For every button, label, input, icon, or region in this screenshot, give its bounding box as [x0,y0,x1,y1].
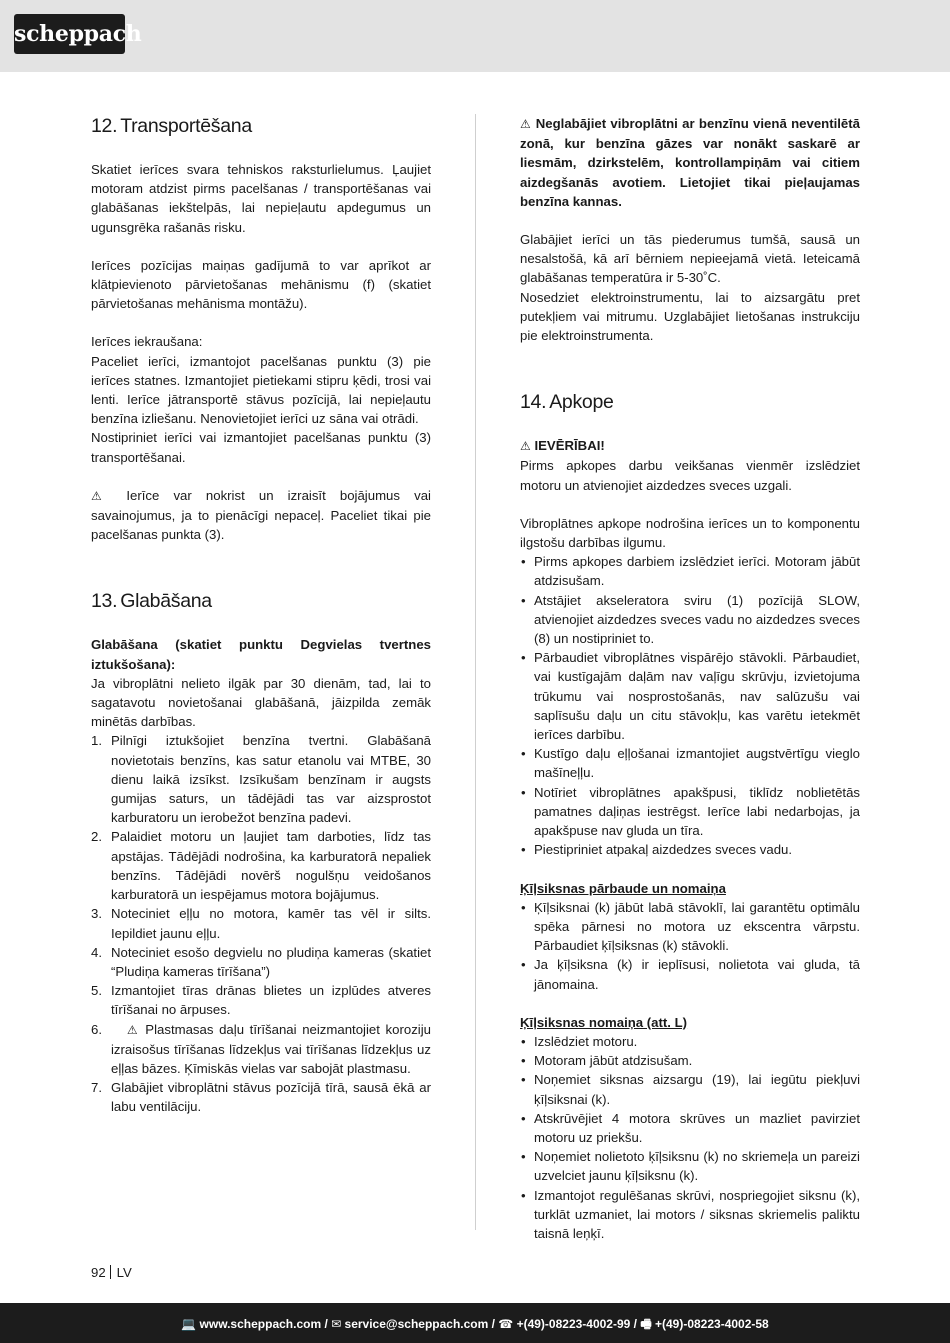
s12-loading-text-2: Nostipriniet ierīci vai izmantojiet pacelšanas punktu (3) transportēšanai. [91,430,431,465]
s13-storage-para-1: Glabājiet ierīci un tās piederumus tumšā, sausā un nesalstošā, kā arī bērniem nepieejamā vietā. Ieteicamā glabāšanas temperatūra ir 5-30˚C. [520,232,860,286]
page-number: 92 LV [91,1265,132,1280]
s13-intro: Ja vibroplātni nelieto ilgāk par 30 dienām, tad, lai to sagatavotu novietošanai glabāšanā, jāizpilda zemāk minētās darbības. [91,675,431,730]
list-item: • Izslēdziet motoru. [520,1032,860,1051]
list-item: • Atskrūvējiet 4 motora skrūves un mazliet pavirziet motoru uz priekšu. [520,1109,860,1147]
s12-loading-text: Paceliet ierīci, izmantojot pacelšanas punktu (3) pie ierīces statnes. Izmantojiet pietiekami stipru ķēdi, trosi vai lenti. Ierīce jātransportē stāvus pozīcijā, lai nepieļautu benzīna izliešanu. Nenovietojiet ierīci uz sāna vai otrādi. [91,353,431,427]
list-item: • Noņemiet nolietoto ķīļsiksnu (k) no skriemeļa un pareizi uzvelciet jaunu ķīļsiksnu (k). [520,1147,860,1185]
column-divider [475,114,476,1230]
list-item: • Kustīgo daļu eļļošanai izmantojiet augstvērtīgu vieglo mašīneļļu. [520,744,860,782]
s12-para-1: Skatiet ierīces svara tehniskos raksturlielumus. Ļaujiet motoram atdzist pirms pacelšanas / transportēšanas vai glabāšanas iekštelpās, lai nepieļautu apdegumus un ugunsgrēka rašanās risku. [91,162,431,235]
footer-bar [0,1303,950,1343]
list-item: • Izmantojot regulēšanas skrūvi, nospriegojiet siksnu (k), turklāt uzmaniet, lai motors / siksnas skriemelis paliktu taisnā leņķī. [520,1186,860,1244]
list-item: • Piestipriniet atpakaļ aizdedzes sveces vadu. [520,840,860,859]
s14-attention: ⚠ IEVĒRĪBAI! [520,438,605,454]
s12-warning: ⚠ Ierīce var nokrist un izraisīt bojājumus vai savainojumus, ja to pienācīgi nepaceļ. Paceliet tikai pie pacelšanas punkta (3). [91,487,431,543]
list-item: 4. Noteciniet esošo degvielu no pludiņa kameras (skatiet “Pludiņa kameras tīrīšana”) [91,944,431,979]
list-item: • Notīriet vibroplātnes apakšpusi, tiklīdz noblietētās pamatnes daļiņas iestrēgst. Ierīce labi nedarbojas, ja apakšpuse nav gluda un tīra. [520,783,860,841]
warning-icon: ⚠ [111,1022,140,1037]
belt-replace-heading: Ķīļsiksnas nomaiņa (att. L) [520,1014,688,1030]
maintenance-list [520,552,860,859]
s13-storage-para-2: Nosedziet elektroinstrumentu, lai to aizsargātu pret putekļiem vai mitrumu. Uzglabājiet lietošanas instrukciju pie elektroinstrumenta. [520,289,860,344]
footer-contact: 💻 www.scheppach.com / ✉ service@scheppach.com / ☎ +(49)-08223-4002-99 / 🖷 +(49)-08223-4002-58 [181,1317,769,1331]
section-12-title: 12. Transportēšana [91,115,252,137]
list-item: 3. Noteciniet eļļu no motora, kamēr tas vēl ir silts. Iepildiet jaunu eļļu. [91,906,431,941]
right-column [520,114,860,1262]
belt-check-list [520,898,860,994]
list-item: • Ja ķīļsiksna (k) ir ieplīsusi, nolietota vai gluda, tā jānomaina. [520,955,860,993]
warning-icon: ⚠ [520,117,532,131]
s13-storage-warning: ⚠ Neglabājiet vibroplātni ar benzīnu vienā neventilētā zonā, kur benzīna gāzes var nonākt saskarē ar liesmām, dzirkstelēm, kontrollampiņām vai citiem aizdegšanās avotiem. Lietojiet tikai pieļaujamas benzīna kannas. [520,116,860,209]
left-column [91,114,431,1117]
belt-replace-list [520,1032,860,1243]
belt-check-heading: Ķīļsiksnas pārbaude un nomaiņa [520,880,726,896]
list-item: • Ķīļsiksnai (k) jābūt labā stāvoklī, lai garantētu optimālu spēka pārnesi no motora uz ekscentra vārpstu. Pārbaudiet ķīļsiksnas (k) stāvokli. [520,898,860,956]
list-item: 5. Izmantojiet tīras drānas blietes un izplūdes atveres tīrīšanai no ārpuses. [91,983,431,1018]
list-item: 1. Pilnīgi iztukšojiet benzīna tvertni. Glabāšanā novietotais benzīns, kas satur etanolu vai MTBE, 30 dienu laikā izsīkst. Izsīkušam benzīnam ir augsts gumijas saturs, un tādējādi tas var aizsprostot karburatoru un ierobežot benzīna padevi. [91,733,431,826]
s14-intro: Vibroplātnes apkope nodrošina ierīces un to komponentu ilgstošu darbības ilgumu. [520,515,860,551]
list-item: • Pārbaudiet vibroplātnes vispārējo stāvokli. Pārbaudiet, vai kustīgajām daļām nav vaļīgu skrūvju, izvietojuma trūkumu vai nosprostošanās, nav salūzušu vai saplīsušu daļu un citu stāvokļu, kas varētu ietekmēt ierīces darbību. [520,648,860,744]
list-item: 6. ⚠ Plastmasas daļu tīrīšanai neizmantojiet koroziju izraisošus tīrīšanas līdzekļus vai tīrīšanas līdzekļus uz eļļas bāzes. Ķīmiskās vielas var sabojāt plastmasu. [91,1021,431,1076]
list-item: • Atstājiet akseleratora sviru (1) pozīcijā SLOW, atvienojiet aizdedzes sveces vadu no aizdedzes sveces (8) un nostipriniet to. [520,591,860,649]
list-item: • Pirms apkopes darbiem izslēdziet ierīci. Motoram jābūt atdzisušam. [520,552,860,590]
storage-steps [91,731,431,1116]
list-item: 7. Glabājiet vibroplātni stāvus pozīcijā tīrā, sausā ēkā ar labu ventilāciju. [91,1080,431,1115]
section-14-title: 14. Apkope [520,391,614,414]
list-item: • Noņemiet siksnas aizsargu (19), lai iegūtu piekļuvi ķīļsiksnai (k). [520,1070,860,1108]
s14-attention-text: Pirms apkopes darbu veikšanas vienmēr izslēdziet motoru un atvienojiet aizdedzes sveces uzgali. [520,458,860,493]
s12-loading-lead: Ierīces iekraušana: [91,334,203,350]
section-13-title: 13. Glabāšana [91,590,212,613]
list-item: • Motoram jābūt atdzisušam. [520,1051,860,1070]
s13-subhead: Glabāšana (skatiet punktu Degvielas tvertnes iztukšošana): [91,637,431,672]
warning-icon: ⚠ [91,488,113,503]
header-bar [0,0,950,72]
list-item: 2. Palaidiet motoru un ļaujiet tam darboties, līdz tas apstājas. Tādējādi nodrošina, ka karburatorā nepaliek benzīns. Tādējādi novērš nogulšņu veidošanos karburatorā un iespējamus motora bojājumus. [91,829,431,903]
warning-icon: ⚠ [520,439,531,454]
brand-logo: scheppach [14,14,125,54]
s12-para-2: Ierīces pozīcijas maiņas gadījumā to var aprīkot ar klātpievienoto pārvietošanas mehānismu (f) (skatiet pārvietošanas mehānisma montāžu). [91,257,431,312]
